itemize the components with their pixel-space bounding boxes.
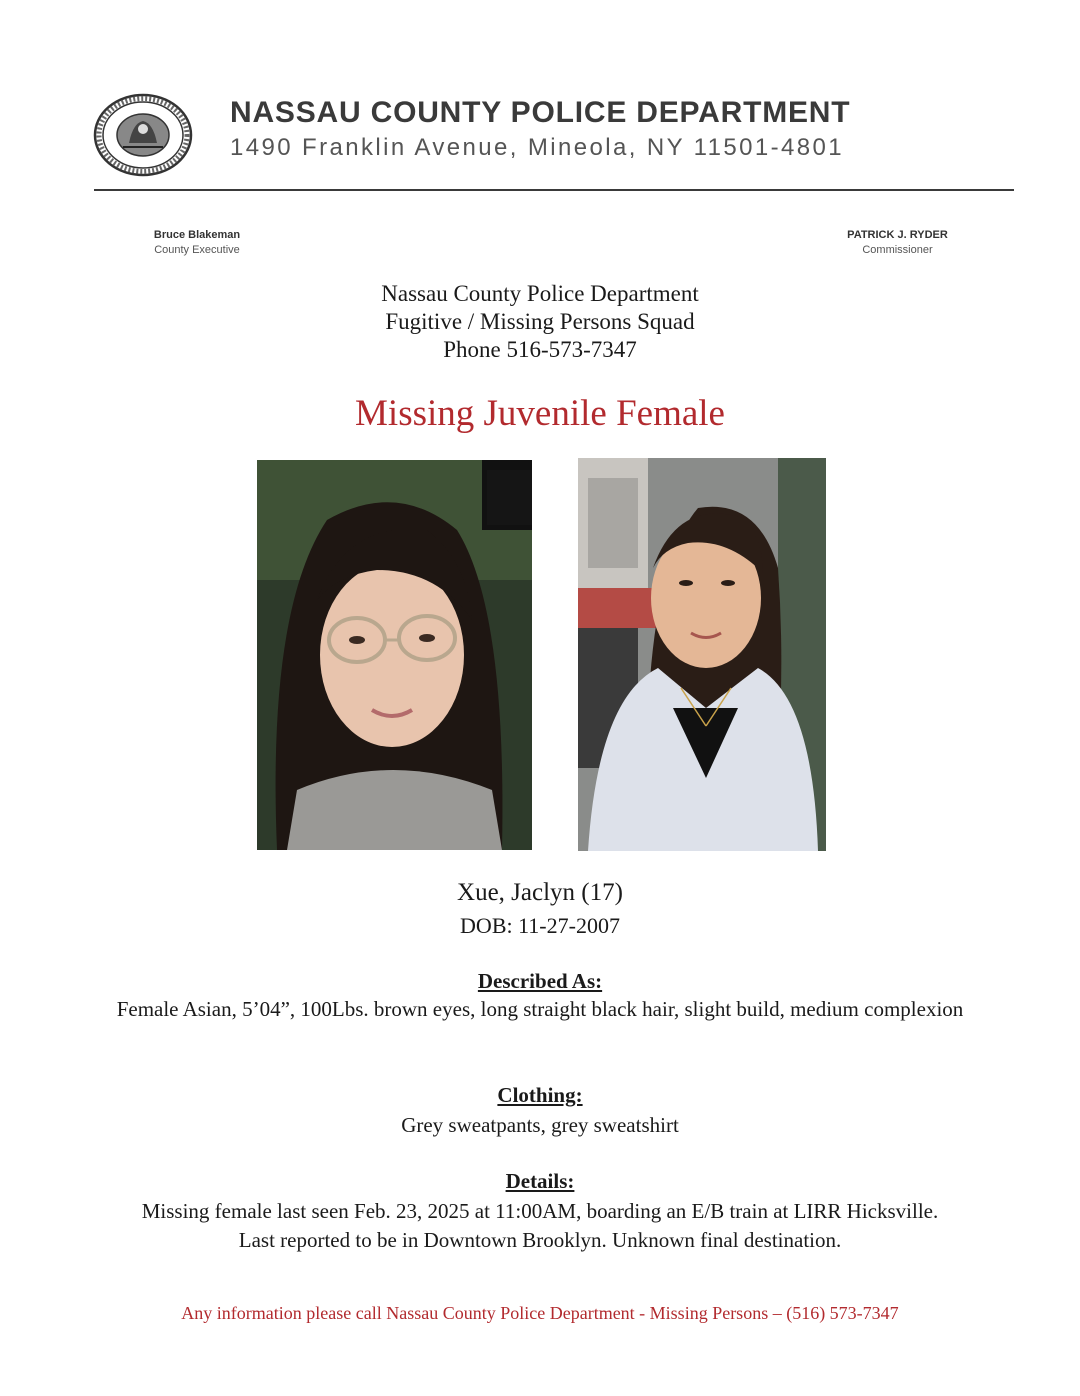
missing-person-photo-1 xyxy=(257,460,532,850)
department-info xyxy=(0,280,1080,364)
official-title: Commissioner xyxy=(862,244,933,256)
police-seal-logo xyxy=(93,93,193,177)
details-line-2: Last reported to be in Downtown Brooklyn. Unknown final destination. xyxy=(238,1228,842,1252)
squad-phone: Phone 516-573-7347 xyxy=(443,337,637,362)
details-line-1: Missing female last seen Feb. 23, 2025 at 11:00AM, boarding an E/B train at LIRR Hicksville. xyxy=(141,1199,939,1223)
official-commissioner xyxy=(820,228,975,258)
squad-name: Fugitive / Missing Persons Squad xyxy=(385,309,695,334)
organization-address: 1490 Franklin Avenue, Mineola, NY 11501-4801 xyxy=(230,134,844,161)
person-dob: DOB: 11-27-2007 xyxy=(460,913,620,938)
department-name: Nassau County Police Department xyxy=(381,281,699,306)
clothing-heading: Clothing: xyxy=(497,1083,583,1107)
organization-name: NASSAU COUNTY POLICE DEPARTMENT xyxy=(230,96,851,129)
official-county-executive xyxy=(132,228,262,258)
official-name: Bruce Blakeman xyxy=(153,229,241,241)
person-name: Xue, Jaclyn (17) xyxy=(457,879,623,906)
clothing-text: Grey sweatpants, grey sweatshirt xyxy=(401,1113,679,1137)
contact-footer: Any information please call Nassau County Police Department - Missing Persons – (516) 573-7347 xyxy=(181,1303,899,1323)
page-title: Missing Juvenile Female xyxy=(355,393,725,434)
missing-person-photo-2 xyxy=(578,458,826,851)
header-divider xyxy=(94,189,1014,191)
described-heading: Described As: xyxy=(477,969,603,993)
details-text xyxy=(0,1197,1080,1255)
official-title: County Executive xyxy=(154,244,240,256)
official-name: PATRICK J. RYDER xyxy=(847,229,948,241)
described-text: Female Asian, 5’04”, 100Lbs. brown eyes, long straight black hair, slight build, medium complexion xyxy=(116,997,964,1021)
details-heading: Details: xyxy=(505,1169,575,1193)
